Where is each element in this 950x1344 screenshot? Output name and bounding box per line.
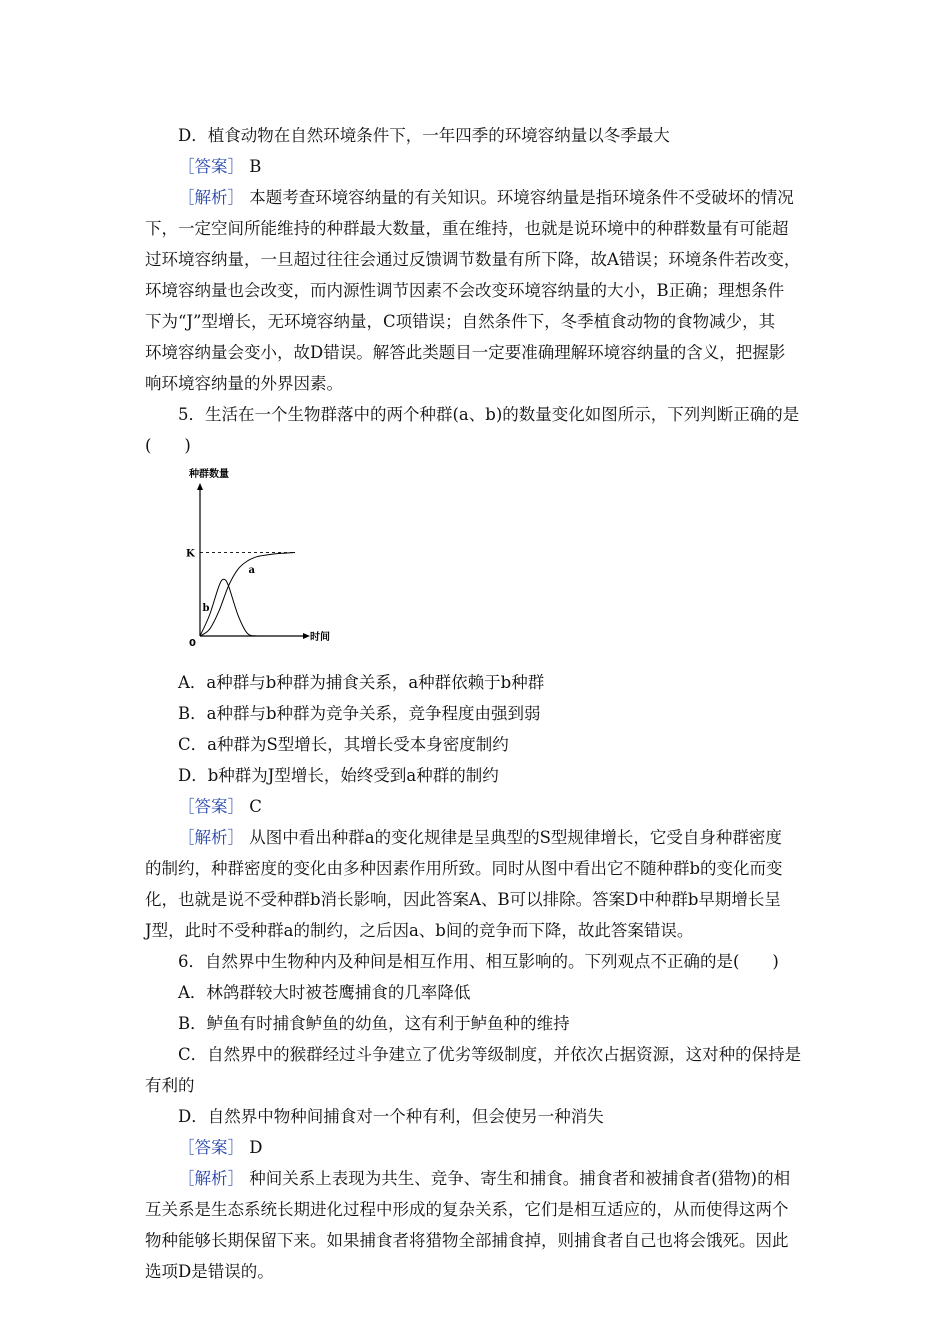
- analysis-tag: ［解析］: [178, 188, 244, 207]
- q6-analysis-line: 选项D是错误的。: [145, 1262, 274, 1281]
- answer-value: D: [249, 1138, 263, 1157]
- q4-option-d: D．植食动物在自然环境条件下，一年四季的环境容纳量以冬季最大: [178, 126, 670, 145]
- x-axis-arrow: [303, 633, 310, 639]
- analysis-tag: ［解析］: [178, 828, 244, 847]
- q6-analysis-line: 互关系是生态系统长期进化过程中形成的复杂关系，它们是相互适应的，从而使得这两个: [145, 1200, 789, 1219]
- q5-analysis-first: [145, 822, 810, 853]
- q5-analysis-line: J型，此时不受种群a的制约，之后因a、b间的竞争而下降，故此答案错误。: [145, 921, 694, 940]
- analysis-text: 种间关系上表现为共生、竞争、寄生和捕食。捕食者和被捕食者(猎物)的相: [249, 1169, 791, 1188]
- answer-value: B: [249, 157, 262, 176]
- q6-option-c-cont: 有利的: [145, 1076, 195, 1095]
- answer-value: C: [249, 797, 262, 816]
- analysis-text: 本题考查环境容纳量的有关知识。环境容纳量是指环境条件不受破坏的情况: [249, 188, 794, 207]
- q5-option-a: A．a种群与b种群为捕食关系，a种群依赖于b种群: [178, 673, 545, 692]
- q6-stem: 6．自然界中生物种内及种间是相互作用、相互影响的。下列观点不正确的是( ): [178, 952, 779, 971]
- q5-answer: [145, 791, 810, 822]
- q6-answer: [145, 1132, 810, 1163]
- q4-analysis-line: 过环境容纳量，一旦超过往往会通过反馈调节数量有所下降，故A错误；环境条件若改变，: [145, 250, 801, 269]
- q4-analysis-line: 响环境容纳量的外界因素。: [145, 374, 343, 393]
- series-a-label: a: [248, 564, 255, 576]
- q6-option-d: D．自然界中物种间捕食对一个种有利，但会使另一种消失: [178, 1107, 604, 1126]
- q4-analysis-first: [145, 182, 810, 213]
- q4-analysis-line: 下为“J”型增长，无环境容纳量，C项错误；自然条件下，冬季植食动物的食物减少，其: [145, 312, 776, 331]
- answer-tag: ［答案］: [178, 157, 244, 176]
- q6-option-a: A．林鸽群较大时被苍鹰捕食的几率降低: [178, 983, 471, 1002]
- analysis-tag: ［解析］: [178, 1169, 244, 1188]
- answer-tag: ［答案］: [178, 797, 244, 816]
- q4-answer: [145, 151, 810, 182]
- q4-analysis-line: 下，一定空间所能维持的种群最大数量，重在维持，也就是说环境中的种群数量有可能超: [145, 219, 789, 238]
- y-axis-arrow: [197, 483, 203, 490]
- q4-analysis-line: 环境容纳量也会改变，而内源性调节因素不会改变环境容纳量的大小，B正确；理想条件: [145, 281, 785, 300]
- origin-label: 0: [189, 638, 196, 649]
- analysis-text: 从图中看出种群a的变化规律是呈典型的S型规律增长，它受自身种群密度: [249, 828, 782, 847]
- q5-analysis-line: 的制约，种群密度的变化由多种因素作用所致。同时从图中看出它不随种群b的变化而变: [145, 859, 783, 878]
- population-chart: [185, 463, 485, 663]
- q6-analysis-line: 物种能够长期保留下来。如果捕食者将猎物全部捕食掉，则捕食者自己也将会饿死。因此: [145, 1231, 789, 1250]
- q6-analysis-first: [145, 1163, 810, 1194]
- q5-option-c: C．a种群为S型增长，其增长受本身密度制约: [178, 735, 509, 754]
- y-axis-label: 种群数量: [189, 469, 229, 480]
- answer-tag: ［答案］: [178, 1138, 244, 1157]
- document-page: [145, 120, 810, 1287]
- k-label: K: [186, 548, 195, 560]
- q5-option-b: B．a种群与b种群为竞争关系，竞争程度由强到弱: [178, 704, 541, 723]
- x-axis-label: 时间: [310, 632, 330, 643]
- q5-stem: 5．生活在一个生物群落中的两个种群(a、b)的数量变化如图所示，下列判断正确的是: [178, 405, 800, 424]
- population-chart-svg: [185, 463, 485, 663]
- q6-option-c: C．自然界中的猴群经过斗争建立了优劣等级制度，并依次占据资源，这对种的保持是: [178, 1045, 802, 1064]
- q5-stem-bracket: ( ): [145, 436, 191, 455]
- q5-option-d: D．b种群为J型增长，始终受到a种群的制约: [178, 766, 499, 785]
- q6-option-b: B．鲈鱼有时捕食鲈鱼的幼鱼，这有利于鲈鱼种的维持: [178, 1014, 570, 1033]
- q5-analysis-line: 化，也就是说不受种群b消长影响，因此答案A、B可以排除。答案D中种群b早期增长呈: [145, 890, 781, 909]
- series-b-label: b: [202, 602, 210, 614]
- q4-analysis-line: 环境容纳量会变小，故D错误。解答此类题目一定要准确理解环境容纳量的含义，把握影: [145, 343, 786, 362]
- series-a-line: [200, 553, 295, 636]
